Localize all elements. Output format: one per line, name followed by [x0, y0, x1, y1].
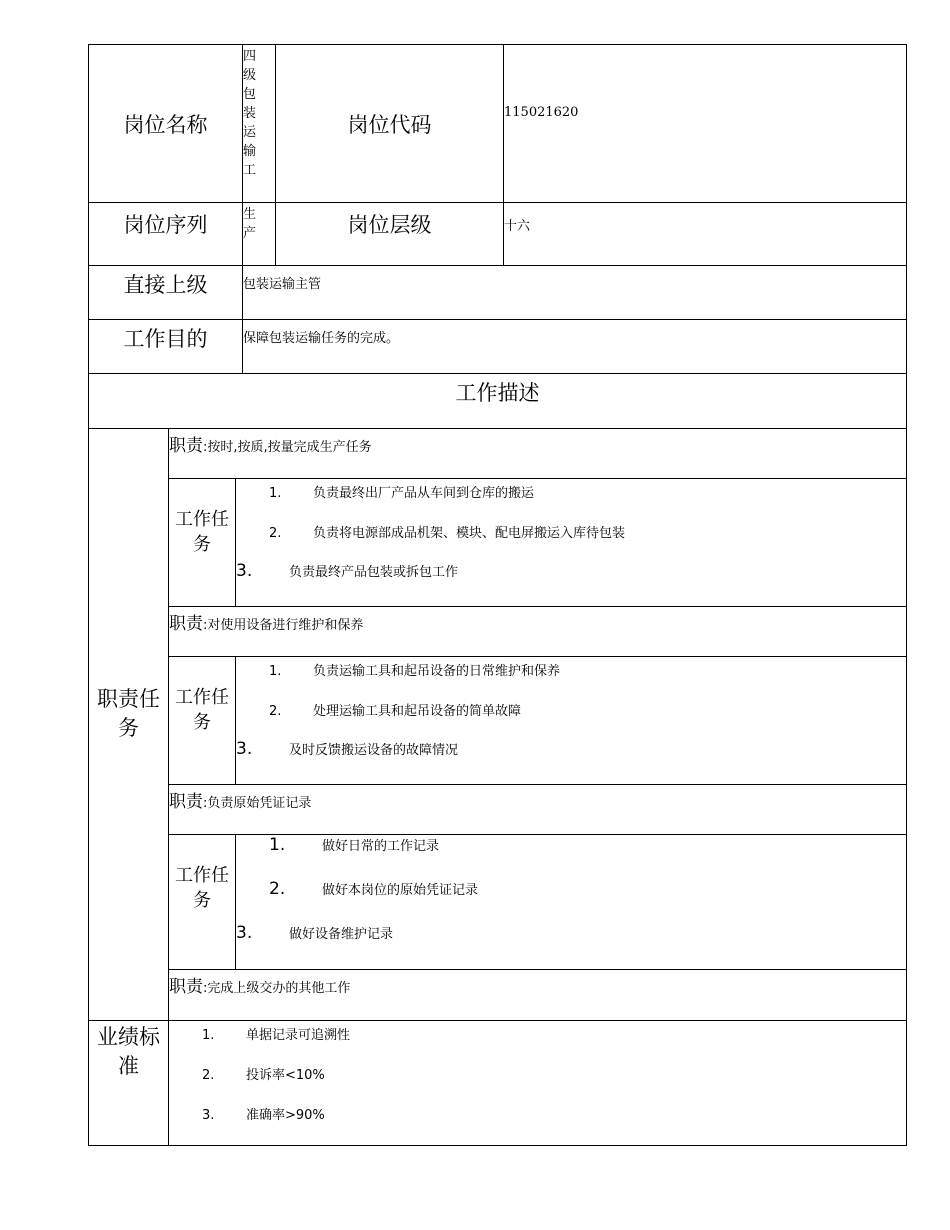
description-title-cell	[88, 373, 907, 429]
purpose-value-cell	[242, 319, 907, 374]
duty-2-task-label: 工作任务	[175, 687, 229, 733]
duty-4-row	[168, 969, 907, 1021]
post-code-label: 岗位代码	[347, 112, 432, 137]
list-item: 2. 处理运输工具和起吊设备的简单故障	[269, 704, 522, 719]
duty-3-prefix: 职责	[169, 792, 203, 812]
post-name-label: 岗位名称	[123, 112, 208, 137]
duty-4-text: :完成上级交办的其他工作	[203, 981, 351, 996]
duty-2-row	[168, 606, 907, 657]
list-item: 1. 负责最终出厂产品从车间到仓库的搬运	[269, 486, 535, 501]
post-name-value-cell	[242, 44, 276, 203]
list-item: 2. 做好本岗位的原始凭证记录	[269, 879, 479, 899]
duty-2-text: :对使用设备进行维护和保养	[203, 618, 364, 633]
performance-label-cell	[88, 1020, 169, 1146]
duty-3-task-list	[235, 834, 907, 970]
duty-3-task-label: 工作任务	[175, 865, 229, 911]
list-item: 1. 单据记录可追溯性	[202, 1028, 351, 1043]
list-item: 2. 负责将电源部成品机架、模块、配电屏搬运入库待包装	[269, 526, 626, 541]
duty-1-task-label: 工作任务	[175, 509, 229, 555]
purpose-value: 保障包装运输任务的完成。	[243, 331, 400, 346]
duty-3-task-label-cell	[168, 834, 236, 970]
duty-2-prefix: 职责	[169, 614, 203, 634]
post-code-value-cell	[503, 44, 907, 203]
list-item: 3. 做好设备维护记录	[236, 923, 394, 943]
post-level-value: 十六	[504, 219, 531, 234]
duty-1-task-label-cell	[168, 478, 236, 607]
list-item: 3. 及时反馈搬运设备的故障情况	[236, 739, 459, 759]
post-series-value-cell	[242, 202, 276, 266]
post-level-label: 岗位层级	[347, 213, 432, 237]
post-name-label-cell	[88, 44, 243, 203]
duty-1-task-list	[235, 478, 907, 607]
post-level-label-cell	[275, 202, 504, 266]
supervisor-value-cell	[242, 265, 907, 320]
duty-1-prefix: 职责	[169, 436, 203, 456]
list-item: 1. 做好日常的工作记录	[269, 835, 440, 855]
list-item: 3. 准确率>90%	[202, 1108, 325, 1123]
post-code-label-cell	[275, 44, 504, 203]
purpose-label-cell	[88, 319, 243, 374]
duty-1-row	[168, 428, 907, 479]
post-series-label-cell	[88, 202, 243, 266]
description-title: 工作描述	[455, 381, 540, 405]
duties-label: 职责任务	[97, 687, 160, 740]
post-code-value: 115021620	[504, 105, 579, 120]
post-name-value: 四级包装运输工	[243, 49, 257, 178]
list-item: 2. 投诉率<10%	[202, 1068, 325, 1083]
supervisor-label: 直接上级	[123, 273, 208, 297]
duty-2-task-list	[235, 656, 907, 785]
post-series-label: 岗位序列	[123, 213, 208, 237]
list-item: 3. 负责最终产品包装或拆包工作	[236, 561, 459, 581]
duties-label-cell	[88, 428, 169, 1021]
supervisor-value: 包装运输主管	[243, 277, 322, 292]
post-level-value-cell	[503, 202, 907, 266]
duty-4-prefix: 职责	[169, 977, 203, 997]
supervisor-label-cell	[88, 265, 243, 320]
performance-label: 业绩标准	[97, 1025, 160, 1078]
duty-3-text: :负责原始凭证记录	[203, 796, 312, 811]
list-item: 1. 负责运输工具和起吊设备的日常维护和保养	[269, 664, 561, 679]
duty-3-row	[168, 784, 907, 835]
duty-1-text: :按时,按质,按量完成生产任务	[203, 440, 372, 455]
post-series-value: 生产	[243, 207, 257, 241]
performance-list	[168, 1020, 907, 1146]
duty-2-task-label-cell	[168, 656, 236, 785]
purpose-label: 工作目的	[123, 327, 208, 351]
